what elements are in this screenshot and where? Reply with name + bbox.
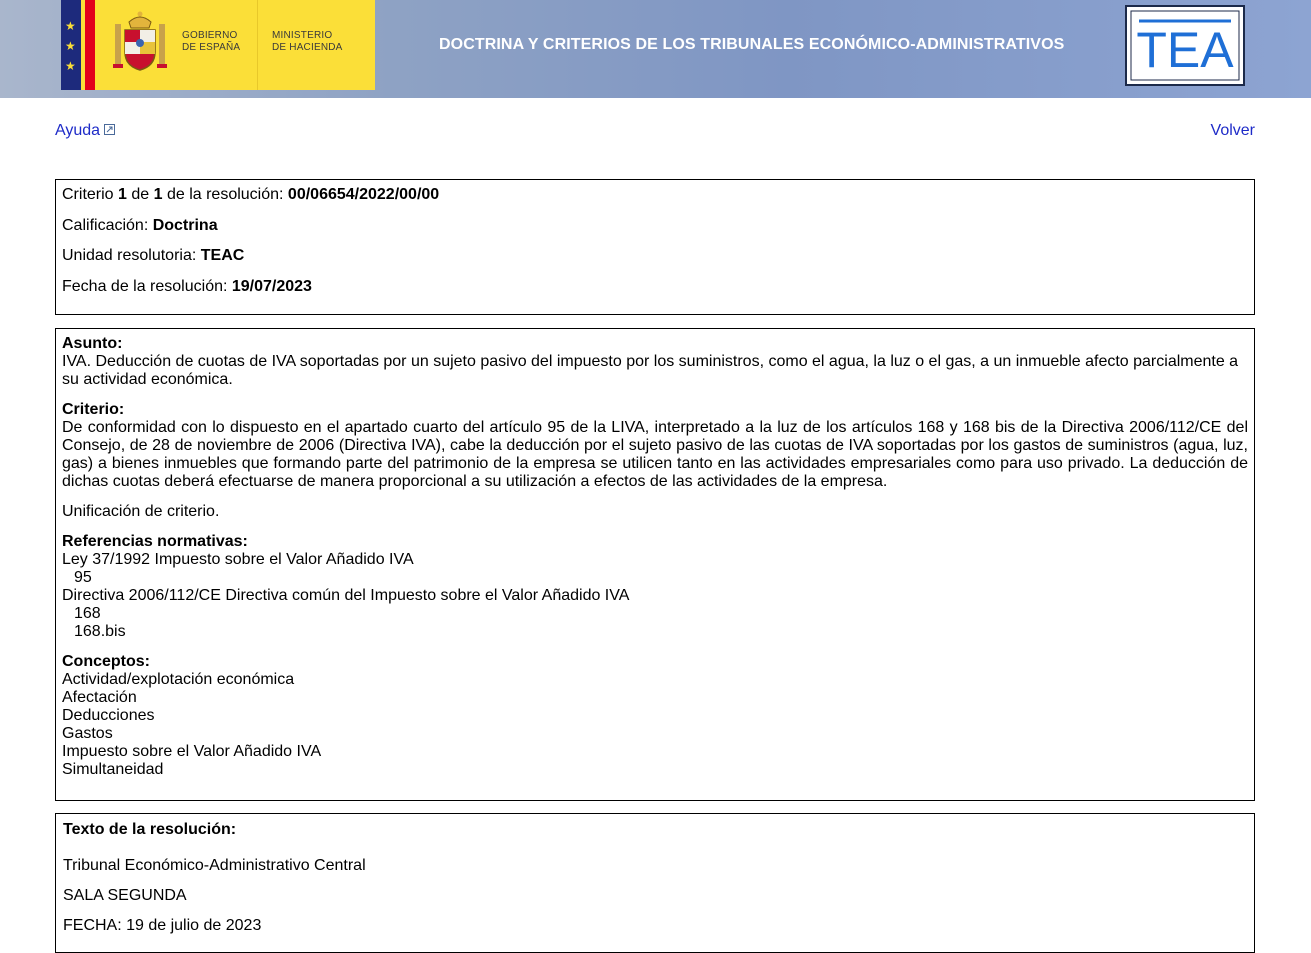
referencia-norma: Ley 37/1992 Impuesto sobre el Valor Añadido IVA	[62, 551, 414, 568]
gobierno-espana-text	[182, 30, 240, 54]
ministerio-hacienda-text	[272, 30, 343, 54]
logo-divider	[257, 0, 258, 90]
calificacion-line	[62, 217, 218, 235]
referencia-articulo: 168.bis	[74, 623, 126, 640]
concepto-item: Gastos	[62, 725, 113, 742]
external-link-icon	[104, 124, 115, 135]
eu-star-icon: ★	[65, 19, 76, 33]
conceptos-list	[62, 671, 1248, 779]
gov-line-2: DE ESPAÑA	[182, 42, 241, 53]
unificacion-text: Unificación de criterio.	[62, 503, 220, 520]
concepto-item: Afectación	[62, 689, 137, 706]
help-link-label: Ayuda	[55, 122, 101, 139]
resolution-fecha: FECHA: 19 de julio de 2023	[63, 917, 262, 934]
criterio-line	[62, 186, 439, 204]
resolution-content	[63, 821, 1248, 935]
criterio-prefix: Criterio	[62, 186, 119, 203]
back-link[interactable]: Volver	[1210, 122, 1255, 139]
fecha-label: Fecha de la resolución:	[62, 278, 232, 295]
site-header	[0, 0, 1311, 98]
eu-flag-icon	[61, 0, 81, 90]
concepto-item: Impuesto sobre el Valor Añadido IVA	[62, 743, 322, 760]
criterio-summary-box	[55, 328, 1255, 801]
concepto-item: Simultaneidad	[62, 761, 164, 778]
unidad-line	[62, 247, 244, 265]
tribunal-name: Tribunal Económico-Administrativo Central	[63, 857, 366, 874]
unidad-label: Unidad resolutoria:	[62, 247, 201, 264]
conceptos-label: Conceptos:	[62, 653, 150, 670]
asunto-text: IVA. Deducción de cuotas de IVA soportadas por un sujeto pasivo del impuesto por los suministros, como el agua, la luz o el gas, a un inmueble afecto parcialmente a su actividad económica.	[62, 353, 1239, 388]
eu-star-icon: ★	[65, 59, 76, 73]
resolution-metadata-box	[55, 179, 1255, 315]
spain-flag-icon	[85, 0, 95, 90]
calificacion-label: Calificación:	[62, 217, 153, 234]
tea-logo[interactable]	[1125, 5, 1245, 86]
gov-line-1: GOBIERNO	[182, 30, 238, 41]
concepto-item: Deducciones	[62, 707, 155, 724]
referencia-articulo: 168	[74, 605, 101, 622]
unidad-value: TEAC	[200, 247, 245, 264]
criterio-de: de	[126, 186, 154, 203]
gobierno-espana-logo[interactable]	[61, 0, 375, 90]
referencia-articulo: 95	[74, 569, 92, 586]
fecha-line	[62, 278, 312, 296]
tea-logo-icon	[1127, 7, 1243, 84]
resolution-text-box	[55, 813, 1255, 953]
criterio-label: Criterio:	[62, 401, 125, 418]
referencias-label: Referencias normativas:	[62, 533, 248, 550]
eu-star-icon: ★	[65, 39, 76, 53]
top-links	[55, 122, 1255, 142]
criterio-total: 1	[153, 186, 163, 203]
coat-of-arms-icon	[109, 10, 171, 76]
site-title: DOCTRINA Y CRITERIOS DE LOS TRIBUNALES ECONÓMICO-ADMINISTRATIVOS	[439, 36, 1065, 53]
asunto-label: Asunto:	[62, 335, 123, 352]
sala-name: SALA SEGUNDA	[63, 887, 187, 904]
tea-logo-text: TEA	[1136, 22, 1234, 78]
resolution-text-label: Texto de la resolución:	[63, 821, 237, 838]
ministry-line-1: MINISTERIO	[272, 30, 333, 41]
criterio-suffix: de la resolución:	[162, 186, 288, 203]
concepto-item: Actividad/explotación económica	[62, 671, 295, 688]
criterio-num: 1	[118, 186, 127, 203]
referencia-norma: Directiva 2006/112/CE Directiva común del Impuesto sobre el Valor Añadido IVA	[62, 587, 630, 604]
summary-content	[62, 335, 1248, 779]
resolution-id: 00/06654/2022/00/00	[287, 186, 440, 203]
ministry-line-2: DE HACIENDA	[272, 42, 343, 53]
calificacion-value: Doctrina	[152, 217, 218, 234]
help-link[interactable]	[55, 122, 115, 140]
referencias-list	[62, 551, 1248, 641]
fecha-value: 19/07/2023	[231, 278, 312, 295]
criterio-text: De conformidad con lo dispuesto en el apartado cuarto del artículo 95 de la LIVA, interpretado a la luz de los artículos 168 y 168 bis de la Directiva 2006/112/CE del Consejo, de 28 de noviembre de 2006 (Directiva IVA), cabe la deducción por el sujeto pasivo de las cuotas de IVA soportadas por los gastos de suministros (agua, luz, gas) a bienes inmuebles que formando parte del patrimonio de la empresa se utilicen tanto en las actividades empresariales como para uso privado. La deducción de dichas cuotas deberá efectuarse de manera proporcional a su utilización a efectos de las actividades de la empresa.	[62, 419, 1248, 490]
